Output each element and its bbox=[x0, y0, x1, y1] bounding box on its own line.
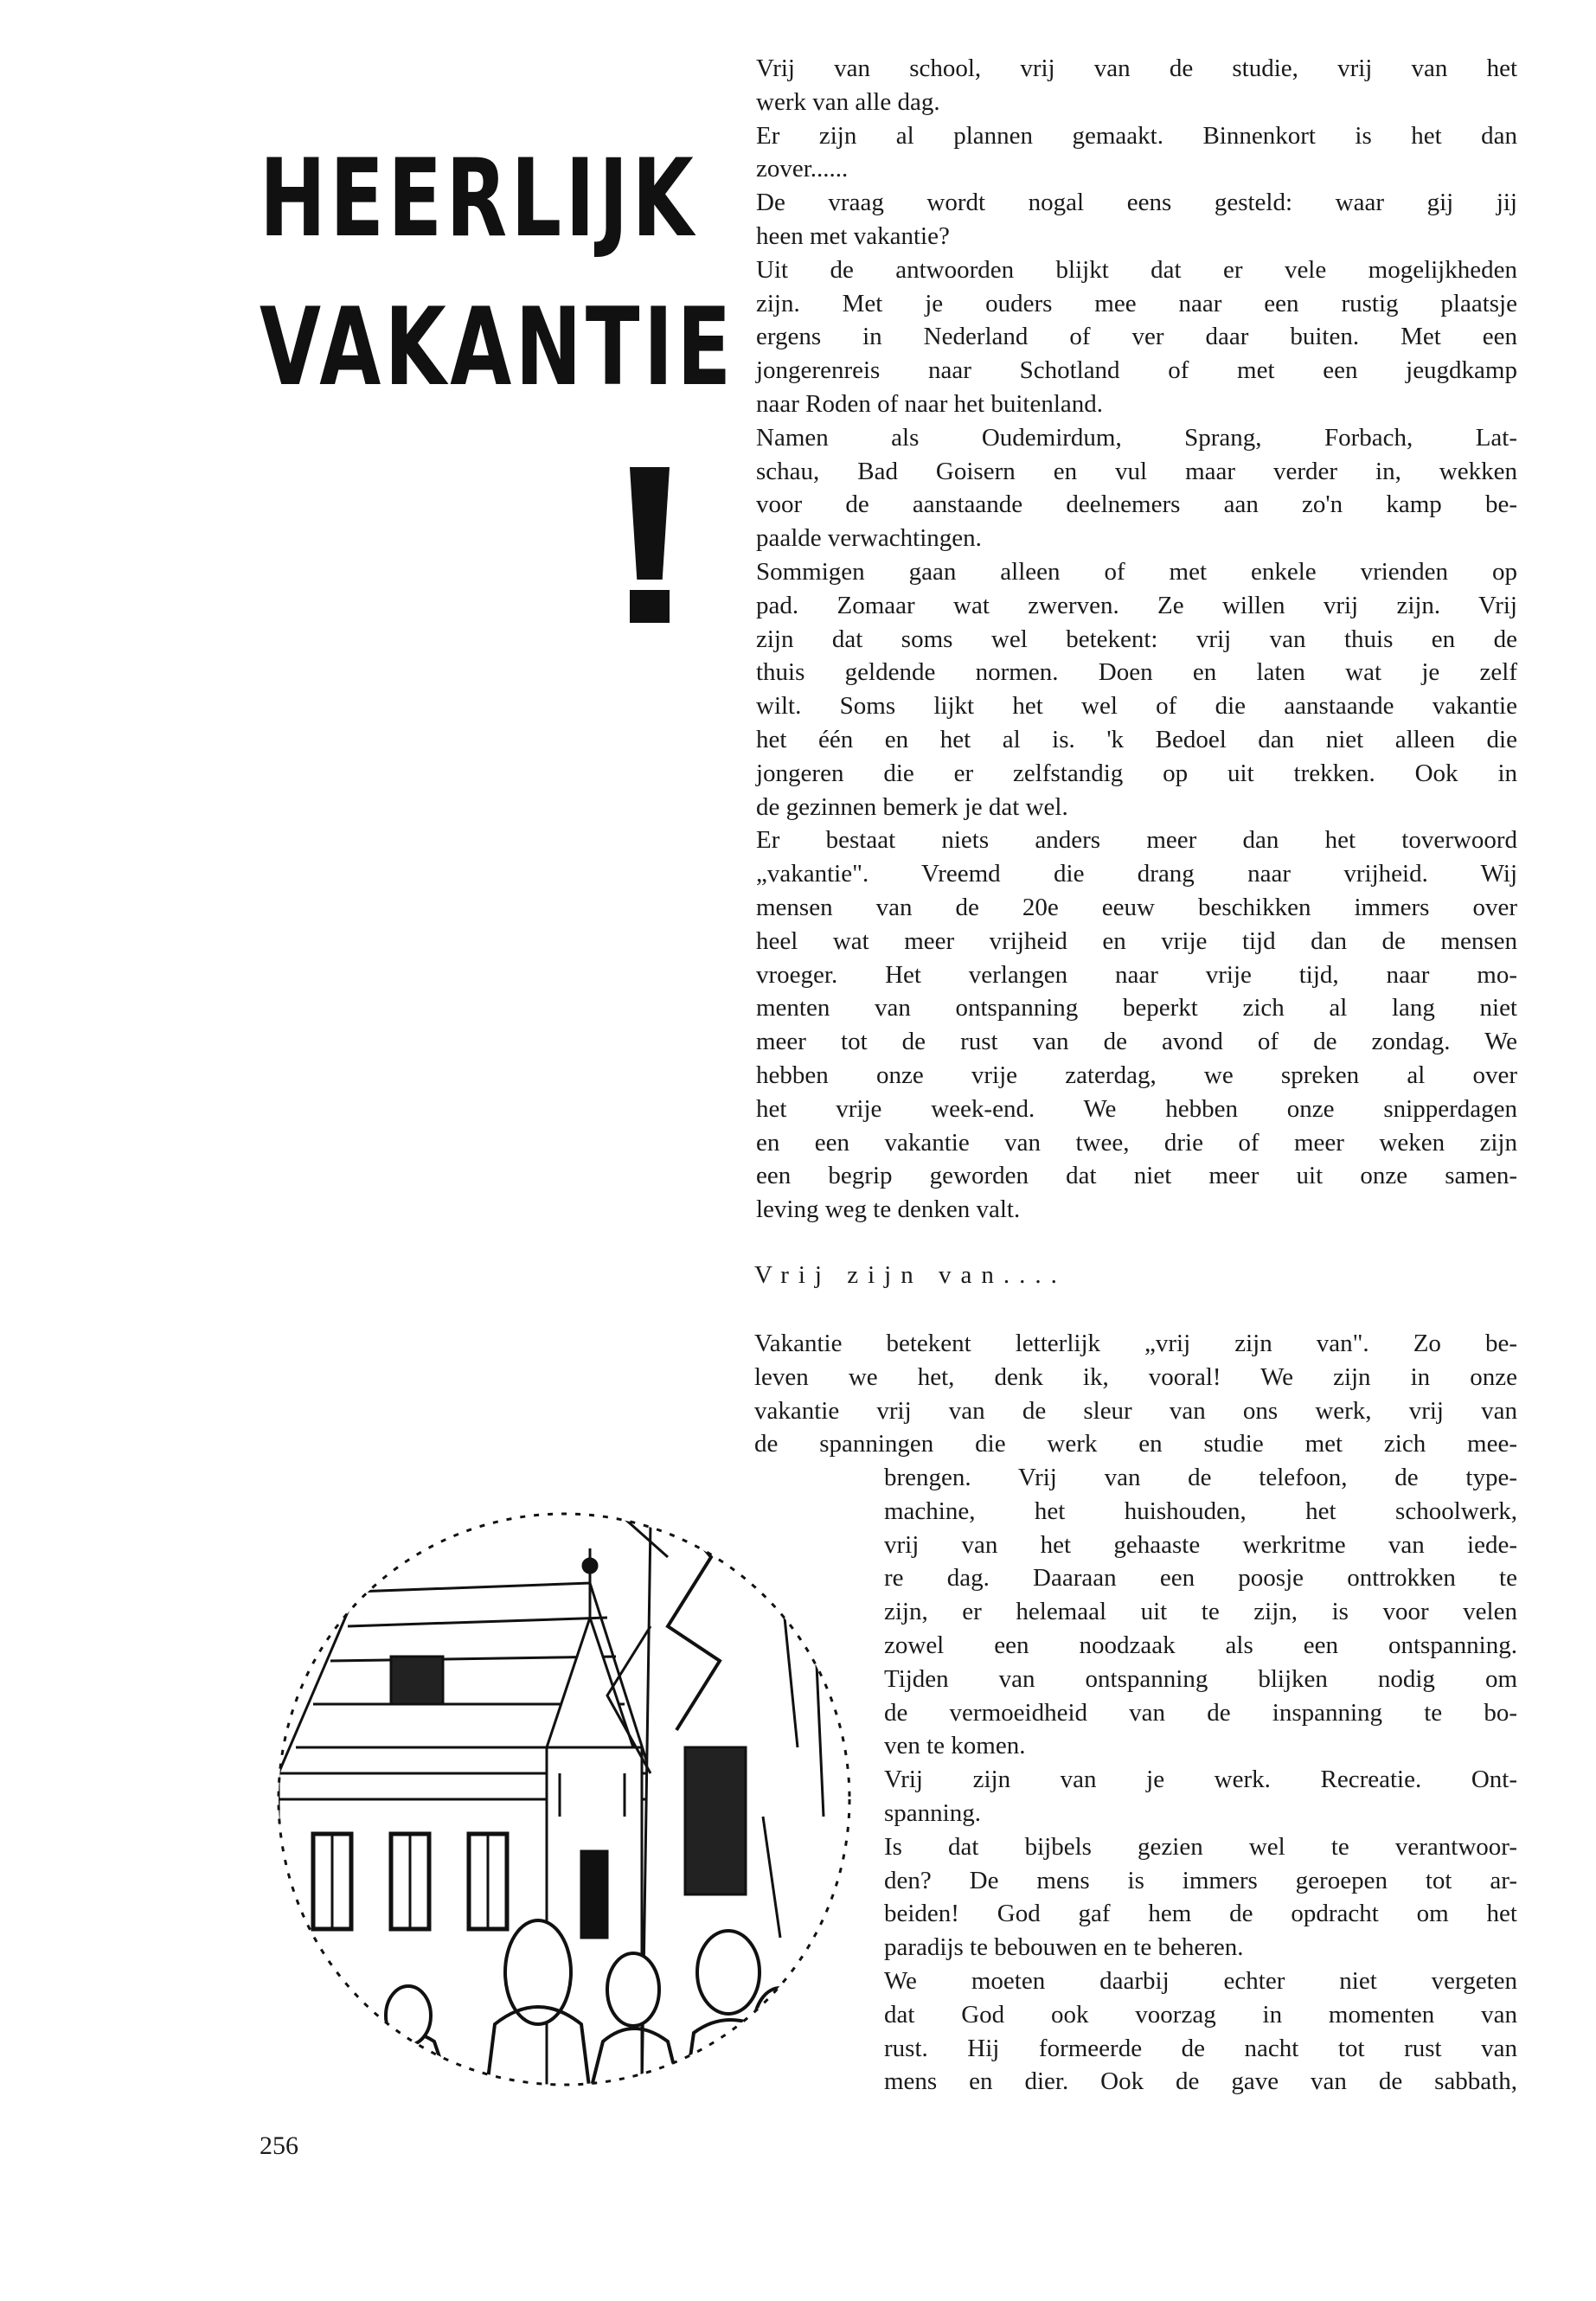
text-line: wilt. Soms lijkt het wel of die aanstaande vakantie bbox=[756, 692, 1517, 721]
text-line: Uit de antwoorden blijkt dat er vele mogelijkheden bbox=[756, 255, 1517, 284]
text-line: vroeger. Het verlangen naar vrije tijd, naar mo- bbox=[756, 960, 1517, 989]
text-line: Vrij zijn van je werk. Recreatie. Ont- bbox=[884, 1766, 1517, 1794]
narrow-column bbox=[884, 1461, 1517, 2099]
text-line: zijn, er helemaal uit te zijn, is voor velen bbox=[884, 1598, 1517, 1626]
text-line: machine, het huishouden, het schoolwerk, bbox=[884, 1497, 1517, 1525]
text-line: ven te komen. bbox=[884, 1732, 1026, 1760]
page-number: 256 bbox=[260, 2131, 298, 2160]
text-line: en een vakantie van twee, drie of meer weken zijn bbox=[756, 1128, 1517, 1157]
text-line: paradijs te bebouwen en te beheren. bbox=[884, 1933, 1244, 1962]
text-line: voor de aanstaande deelnemers aan zo'n kamp be- bbox=[756, 490, 1517, 519]
wide-column bbox=[754, 1327, 1517, 1461]
text-line: zijn. Met je ouders mee naar een rustig plaatsje bbox=[756, 289, 1517, 317]
text-line: beiden! God gaf hem de opdracht om het bbox=[884, 1900, 1517, 1928]
text-line: meer tot de rust van de avond of de zondag. We bbox=[756, 1028, 1517, 1056]
text-line: spanning. bbox=[884, 1798, 981, 1827]
text-line: heen met vakantie? bbox=[756, 221, 950, 250]
text-line: vrij van het gehaaste werkritme van iede- bbox=[884, 1530, 1517, 1559]
main-column bbox=[756, 52, 1517, 1227]
text-line: Vakantie betekent letterlijk „vrij zijn van". Zo be- bbox=[754, 1330, 1517, 1357]
section-subheading: Vrij zijn van.... bbox=[754, 1261, 1067, 1289]
text-line: Sommigen gaan alleen of met enkele vrienden op bbox=[756, 557, 1517, 586]
text-line: leven we het, denk ik, vooral! We zijn in onze bbox=[754, 1362, 1517, 1391]
text-line: leving weg te denken valt. bbox=[756, 1195, 1021, 1224]
text-line: naar Roden of naar het buitenland. bbox=[756, 389, 1104, 418]
text-line: hebben onze vrije zaterdag, we spreken al over bbox=[756, 1061, 1517, 1089]
text-line: rust. Hij formeerde de nacht tot rust van bbox=[884, 2034, 1517, 2062]
text-line: Tijden van ontspanning blijken nodig om bbox=[884, 1664, 1517, 1693]
text-line: zover...... bbox=[756, 155, 849, 183]
text-line: pad. Zomaar wat zwerven. Ze willen vrij zijn. Vrij bbox=[756, 591, 1517, 619]
text-line: We moeten daarbij echter niet vergeten bbox=[884, 1966, 1517, 1995]
title-line-1: HEERLIJK bbox=[260, 137, 698, 261]
text-line: Er zijn al plannen gemaakt. Binnenkort is het dan bbox=[756, 121, 1517, 150]
text-line: brengen. Vrij van de telefoon, de type- bbox=[884, 1464, 1517, 1491]
text-line: thuis geldende normen. Doen en laten wat je zelf bbox=[756, 658, 1517, 687]
text-line: mens en dier. Ook de gave van de sabbath, bbox=[884, 2067, 1517, 2096]
text-line: vakantie vrij van de sleur van ons werk, vrij van bbox=[754, 1396, 1517, 1425]
text-line: ergens in Nederland of ver daar buiten. Met een bbox=[756, 323, 1517, 351]
text-line: schau, Bad Goisern en vul maar verder in, wekken bbox=[756, 457, 1517, 485]
text-line: heel wat meer vrijheid en vrije tijd dan de mensen bbox=[756, 926, 1517, 955]
text-line: zijn dat soms wel betekent: vrij van thuis en de bbox=[756, 625, 1517, 653]
text-line: paalde verwachtingen. bbox=[756, 524, 982, 553]
text-line: De vraag wordt nogal eens gesteld: waar gij jij bbox=[756, 189, 1517, 217]
text-line: Vrij van school, vrij van de studie, vrij van het bbox=[756, 54, 1517, 82]
text-line: Er bestaat niets anders meer dan het toverwoord bbox=[756, 826, 1517, 855]
text-line: jongeren die er zelfstandig op uit trekken. Ook in bbox=[756, 759, 1517, 787]
text-line: het vrije week-end. We hebben onze snipperdagen bbox=[756, 1094, 1517, 1123]
text-line: den? De mens is immers geroepen tot ar- bbox=[884, 1866, 1517, 1894]
text-line: de vermoeidheid van de inspanning te bo- bbox=[884, 1698, 1517, 1727]
text-line: Is dat bijbels gezien wel te verantwoor- bbox=[884, 1832, 1517, 1861]
text-line: de gezinnen bemerk je dat wel. bbox=[756, 792, 1068, 821]
illustration-village-scene bbox=[261, 1488, 867, 2093]
text-line: Namen als Oudemirdum, Sprang, Forbach, Lat- bbox=[756, 423, 1517, 452]
text-line: menten van ontspanning beperkt zich al lang niet bbox=[756, 994, 1517, 1022]
text-line: dat God ook voorzag in momenten van bbox=[884, 2000, 1517, 2029]
text-line: re dag. Daaraan een poosje onttrokken te bbox=[884, 1564, 1517, 1593]
title-line-2: VAKANTIE bbox=[260, 285, 735, 410]
text-line: de spanningen die werk en studie met zich mee- bbox=[754, 1430, 1517, 1458]
exclamation-dot bbox=[630, 590, 670, 623]
text-line: een begrip geworden dat niet meer uit onze samen- bbox=[756, 1162, 1517, 1190]
text-line: het één en het al is. 'k Bedoel dan niet alleen die bbox=[756, 725, 1517, 753]
text-line: zowel een noodzaak als een ontspanning. bbox=[884, 1631, 1517, 1659]
text-line: jongerenreis naar Schotland of met een jeugdkamp bbox=[756, 356, 1517, 385]
text-line: mensen van de 20e eeuw beschikken immers over bbox=[756, 893, 1517, 921]
text-line: „vakantie". Vreemd die drang naar vrijheid. Wij bbox=[756, 860, 1517, 888]
exclamation-mark bbox=[630, 467, 670, 580]
text-line: werk van alle dag. bbox=[756, 87, 940, 116]
